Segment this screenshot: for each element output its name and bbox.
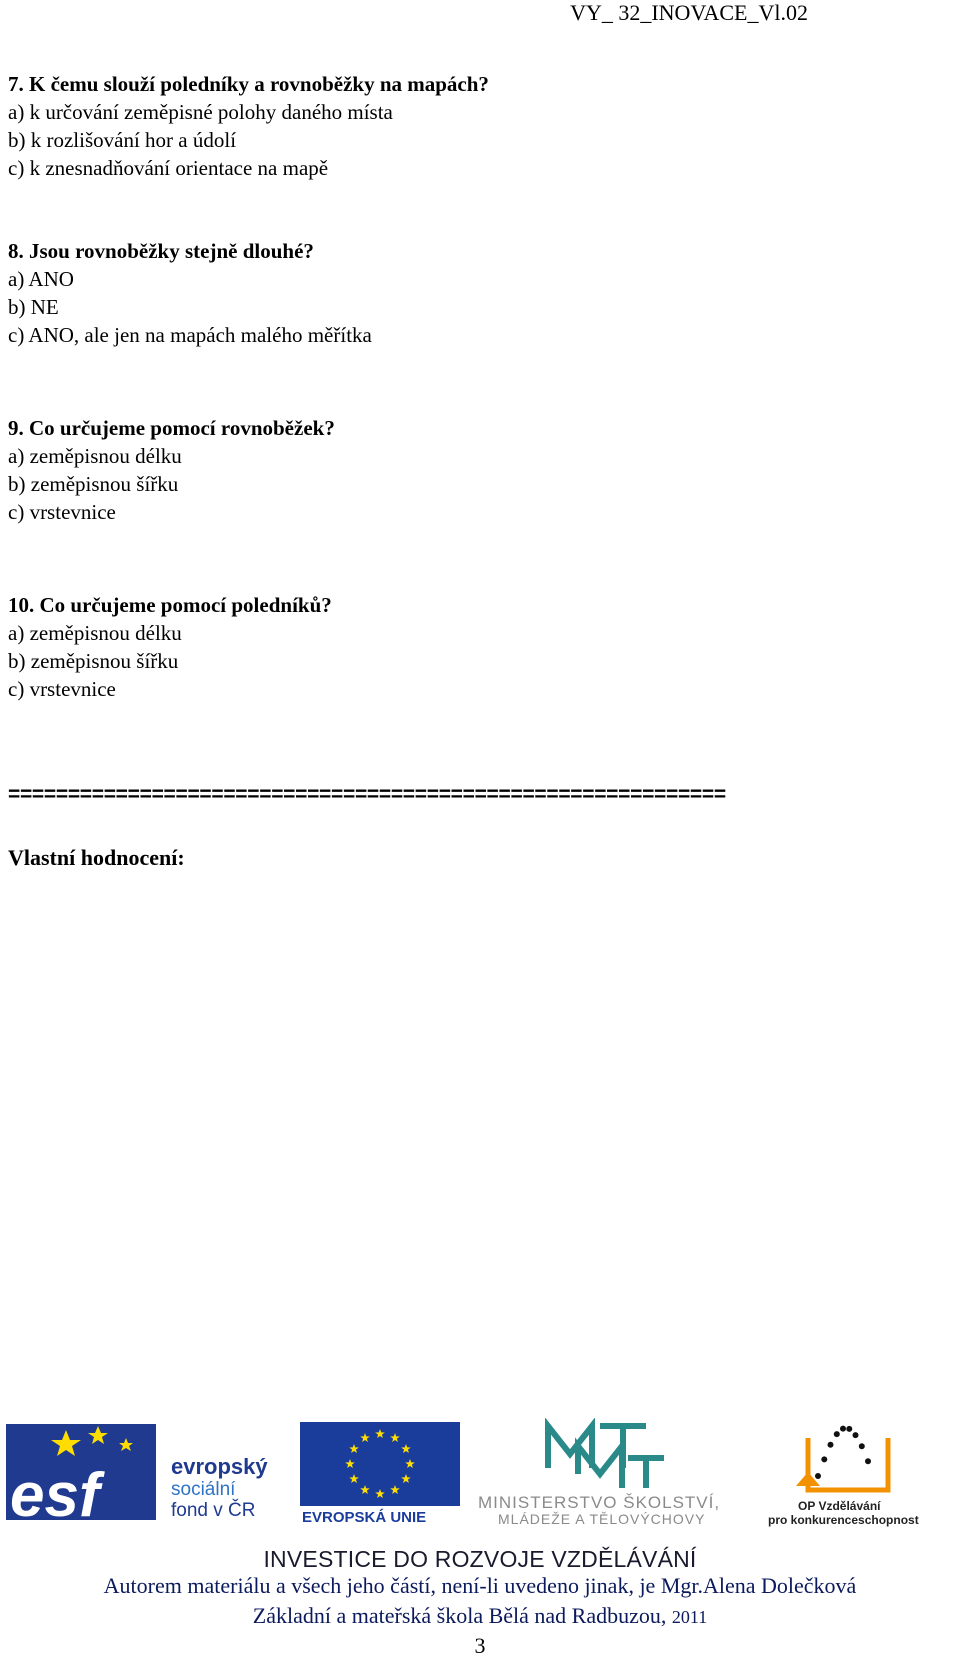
answer-option: c) ANO, ale jen na mapách malého měřítka bbox=[8, 323, 372, 347]
op-vzdelavani-logo bbox=[768, 1418, 960, 1528]
dot-icon bbox=[859, 1443, 865, 1449]
question-10 bbox=[8, 591, 332, 703]
year: 2011 bbox=[671, 1607, 708, 1627]
page-number: 3 bbox=[474, 1633, 486, 1658]
dotted-arc-icon bbox=[815, 1426, 871, 1479]
dot-icon bbox=[828, 1442, 834, 1448]
answer-option: a) k určování zeměpisné polohy daného místa bbox=[8, 100, 393, 124]
dot-icon bbox=[821, 1456, 827, 1462]
eu-flag-logo bbox=[300, 1418, 470, 1528]
answer-option: b) zeměpisnou šířku bbox=[8, 649, 179, 673]
question-9 bbox=[8, 414, 335, 526]
self-evaluation-heading: Vlastní hodnocení: bbox=[8, 845, 185, 870]
dot-icon bbox=[846, 1426, 852, 1432]
dot-icon bbox=[865, 1458, 871, 1464]
document-code: VY_ 32_INOVACE_Vl.02 bbox=[570, 0, 808, 25]
svg-text:OP Vzdělávání: OP Vzdělávání bbox=[798, 1499, 881, 1513]
svg-text:EVROPSKÁ UNIE: EVROPSKÁ UNIE bbox=[302, 1509, 427, 1526]
svg-text:MLÁDEŽE A TĚLOVÝCHOVY: MLÁDEŽE A TĚLOVÝCHOVY bbox=[498, 1511, 706, 1527]
question-8 bbox=[8, 237, 372, 349]
separator-line: ============================================================ bbox=[8, 783, 726, 806]
answer-option: a) zeměpisnou délku bbox=[8, 621, 182, 645]
school-line bbox=[0, 1603, 960, 1629]
dot-icon bbox=[815, 1473, 821, 1479]
msmt-logo bbox=[478, 1418, 764, 1528]
answer-option: c) vrstevnice bbox=[8, 677, 116, 701]
question-title: 9. Co určujeme pomocí rovnoběžek? bbox=[8, 416, 335, 440]
svg-text:MINISTERSTVO ŠKOLSTVÍ,: MINISTERSTVO ŠKOLSTVÍ, bbox=[478, 1493, 721, 1512]
question-title: 8. Jsou rovnoběžky stejně dlouhé? bbox=[8, 239, 314, 263]
answer-option: c) k znesnadňování orientace na mapě bbox=[8, 156, 329, 180]
answer-option: a) ANO bbox=[8, 267, 74, 291]
question-7 bbox=[8, 70, 489, 182]
svg-text:sociální: sociální bbox=[171, 1479, 236, 1500]
dot-icon bbox=[840, 1426, 846, 1432]
question-title: 10. Co určujeme pomocí poledníků? bbox=[8, 593, 332, 617]
question-title: 7. K čemu slouží poledníky a rovnoběžky na mapách? bbox=[8, 72, 489, 96]
investice-banner: INVESTICE DO ROZVOJE VZDĚLÁVÁNÍ bbox=[263, 1546, 697, 1572]
answer-option: c) vrstevnice bbox=[8, 500, 116, 524]
svg-text:pro konkurenceschopnost: pro konkurenceschopnost bbox=[768, 1513, 919, 1527]
author-line: Autorem materiálu a všech jeho částí, není-li uvedeno jinak, je Mgr.Alena Dolečková bbox=[103, 1573, 857, 1598]
answer-option: b) k rozlišování hor a údolí bbox=[8, 128, 237, 152]
answer-option: b) zeměpisnou šířku bbox=[8, 472, 179, 496]
esf-logo bbox=[6, 1418, 286, 1528]
answer-option: b) NE bbox=[8, 295, 59, 319]
school-name: Základní a mateřská škola Bělá nad Radbuzou, bbox=[252, 1603, 667, 1628]
dot-icon bbox=[853, 1432, 859, 1438]
answer-option: a) zeměpisnou délku bbox=[8, 444, 182, 468]
funding-logos bbox=[0, 1418, 960, 1538]
svg-text:fond v ČR: fond v ČR bbox=[171, 1500, 256, 1521]
dot-icon bbox=[834, 1431, 840, 1437]
svg-text:evropský: evropský bbox=[171, 1454, 268, 1479]
esf-mark: esf bbox=[10, 1461, 100, 1528]
